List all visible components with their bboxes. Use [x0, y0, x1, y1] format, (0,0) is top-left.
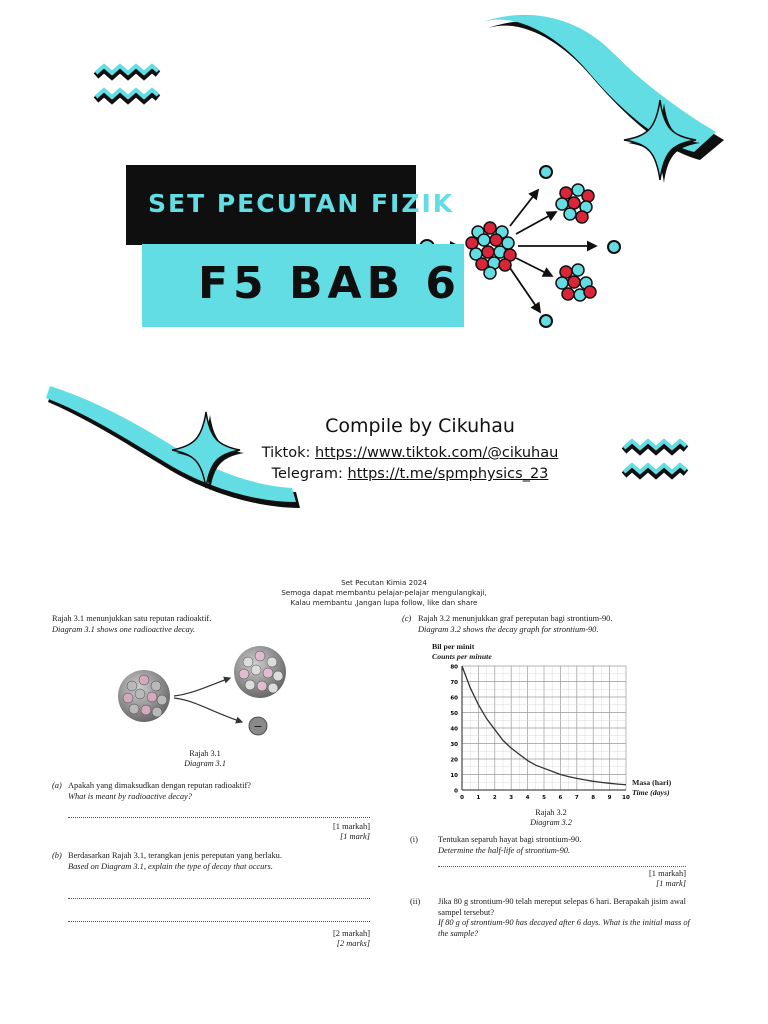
parent-nucleus-icon [118, 670, 170, 722]
qc-label: (c) [402, 614, 412, 623]
x-tick-label: 1 [476, 795, 481, 801]
x-tick-label: 3 [509, 795, 514, 801]
svg-text:−: − [253, 720, 263, 733]
qc-en: Diagram 3.2 shows the decay graph for strontium-90. [418, 624, 599, 634]
x-tick-label: 10 [622, 795, 630, 801]
question-i [410, 835, 690, 856]
y-tick-label: 20 [450, 757, 458, 764]
qi-ms: Tentukan separuh hayat bagi strontium-90. [438, 835, 582, 844]
qa-en: What is meant by radioactive decay? [68, 791, 192, 801]
question-a [52, 781, 372, 802]
x-tick-label: 9 [607, 795, 612, 801]
qb-ms: Berdasarkan Rajah 3.1, terangkan jenis pereputan yang berlaku. [68, 851, 282, 860]
mark-i-ms: [1 markah] [649, 869, 686, 878]
ylabel-ms: Bil per minit [432, 642, 475, 651]
intro-ms: Rajah 3.1 menunjukkan satu reputan radioaktif. [52, 614, 212, 623]
mark-b [270, 929, 370, 949]
xlabel-ms: Masa (hari) [632, 778, 672, 787]
title-box-top [126, 165, 455, 245]
title-box-main [142, 244, 464, 327]
y-tick-label: 60 [450, 695, 458, 702]
zigzag-icon-right [624, 441, 686, 475]
answer-line-b2[interactable] [68, 921, 370, 922]
question-c [402, 614, 702, 635]
qii-label: (ii) [410, 897, 421, 906]
question-b [52, 851, 382, 872]
qii-en: If 80 g of strontium-90 has decayed after 6 days. What is the initial mass of the sample? [438, 918, 690, 938]
telegram-link[interactable]: https://t.me/spmphysics_23 [347, 466, 549, 482]
y-tick-label: 50 [450, 711, 458, 717]
x-tick-label: 4 [525, 795, 530, 801]
x-tick-label: 7 [574, 795, 579, 801]
graph-ylabel [432, 642, 572, 661]
decay-diagram [112, 642, 302, 742]
qi-label: (i) [410, 835, 418, 844]
qb-en: Based on Diagram 3.1, explain the type of decay that occurs. [68, 861, 273, 871]
x-tick-label: 5 [542, 795, 546, 801]
header-title: Set Pecutan Kimia 2024 [341, 578, 427, 587]
decay-graph [440, 660, 630, 804]
qc-ms: Rajah 3.2 menunjukkan graf pereputan bagi strontium-90. [418, 614, 613, 623]
mark-a-en: [1 mark] [339, 832, 370, 841]
tiktok-line [200, 445, 620, 461]
compiler-credit: Compile by Cikuhau [325, 415, 515, 437]
caption-3-2 [506, 808, 596, 828]
y-tick-label: 80 [450, 664, 458, 671]
graph-xlabel [632, 778, 712, 797]
y-tick-label: 30 [450, 742, 458, 748]
mark-b-en: [2 marks] [336, 939, 370, 948]
caption-3-2-ms: Rajah 3.2 [535, 808, 567, 817]
qi-en: Determine the half-life of strontium-90. [438, 845, 571, 855]
cover-title-top: SET PECUTAN FIZIK [148, 189, 455, 218]
y-tick-label: 0 [454, 788, 458, 795]
qii-ms: Jika 80 g strontium-90 telah mereput selepas 6 hari. Berapakah jisim awal sampel tersebut? [438, 897, 686, 917]
mark-i [586, 869, 686, 889]
ylabel-en: Counts per minute [432, 651, 492, 661]
x-tick-label: 6 [558, 795, 563, 801]
caption-ms: Rajah 3.1 [189, 749, 221, 758]
intro-en: Diagram 3.1 shows one radioactive decay. [52, 624, 196, 634]
telegram-line [200, 466, 620, 482]
y-tick-label: 40 [450, 726, 458, 733]
header-line-3: Kalau membantu ,Jangan lupa follow, like dan share [290, 598, 478, 607]
worksheet-header [200, 578, 568, 608]
mark-a-ms: [1 markah] [333, 822, 370, 831]
beta-particle-icon [249, 717, 267, 735]
mark-i-en: [1 mark] [655, 879, 686, 888]
cover-title-main: F5 BAB 6 [198, 258, 462, 309]
mark-b-ms: [2 markah] [333, 929, 370, 938]
answer-line-i[interactable] [438, 866, 686, 867]
qb-label: (b) [52, 851, 62, 860]
y-tick-label: 70 [450, 680, 458, 686]
zigzag-icon [96, 66, 158, 100]
header-line-2: Semoga dapat membantu pelajar-pelajar mengulangkaji, [281, 588, 487, 597]
qa-label: (a) [52, 781, 62, 790]
daughter-nucleus-icon [234, 646, 286, 698]
telegram-label: Telegram: [271, 466, 348, 482]
qa-ms: Apakah yang dimaksudkan dengan reputan radioaktif? [68, 781, 252, 790]
question-ii [410, 897, 690, 939]
x-tick-label: 2 [492, 795, 497, 801]
y-tick-label: 10 [450, 773, 458, 779]
x-tick-label: 8 [591, 795, 596, 801]
xlabel-en: Time (days) [632, 787, 670, 797]
mark-a [270, 822, 370, 842]
caption-3-1 [160, 749, 250, 769]
intro-3-1 [52, 614, 382, 635]
caption-3-2-en: Diagram 3.2 [530, 818, 572, 827]
tiktok-link[interactable]: https://www.tiktok.com/@cikuhau [315, 445, 559, 461]
tiktok-label: Tiktok: [261, 445, 316, 461]
answer-line-b1[interactable] [68, 898, 370, 899]
answer-line-a[interactable] [68, 817, 370, 818]
caption-en: Diagram 3.1 [184, 759, 226, 768]
x-tick-label: 0 [460, 795, 464, 801]
